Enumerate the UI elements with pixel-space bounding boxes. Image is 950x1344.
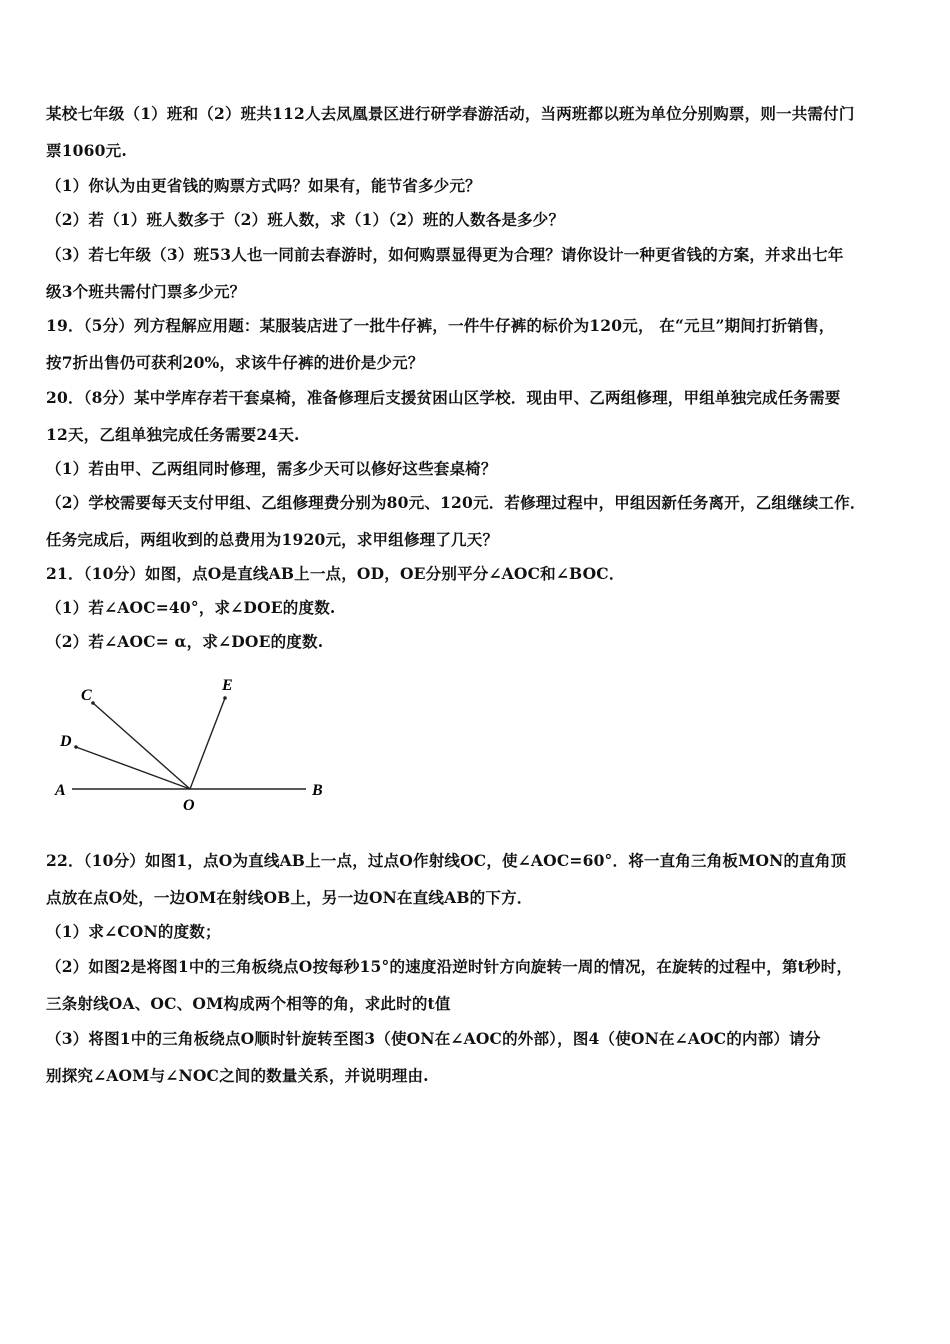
label-d: D (60, 733, 72, 750)
text-line: 某校七年级（1）班和（2）班共112人去凤凰景区进行研学春游活动，当两班都以班为单位分别购票，则一共需付门 (46, 104, 855, 123)
label-a: A (55, 782, 66, 799)
text-line: （1）若∠AOC=40°，求∠DOE的度数. (46, 598, 336, 617)
point-d (74, 745, 78, 749)
ray-od (76, 747, 190, 789)
angle-diagram (50, 668, 340, 818)
text-line: （3）将图1中的三角板绕点O顺时针旋转至图3（使ON在∠AOC的外部），图4（使ON在∠AOC的内部）请分 (46, 1029, 821, 1048)
text-line: （1）求∠CON的度数； (46, 922, 221, 941)
text-line: 级3个班共需付门票多少元？ (46, 282, 246, 301)
text-line: 票1060元. (46, 141, 127, 160)
question-22: 22．（10分）如图1，点O为直线AB上一点，过点O作射线OC，使∠AOC=60°．将一直角三角板MON的直角顶 (46, 851, 847, 870)
label-b: B (312, 782, 323, 799)
text-line: 点放在点O处，一边OM在射线OB上，另一边ON在直线AB的下方． (46, 888, 533, 907)
question-19: 19．（5分）列方程解应用题：某服装店进了一批牛仔裤，一件牛仔裤的标价为120元， 在“元旦”期间打折销售， (46, 316, 835, 335)
text-line: （3）若七年级（3）班53人也一同前去春游时，如何购票显得更为合理？请你设计一种更省钱的方案，并求出七年 (46, 245, 844, 264)
text-line: （2）若∠AOC= α，求∠DOE的度数. (46, 632, 324, 651)
text-line: （2）学校需要每天支付甲组、乙组修理费分别为80元、120元．若修理过程中，甲组因新任务离开，乙组继续工作． (46, 493, 866, 512)
angle-figure (50, 668, 340, 822)
text-line: （2）如图2是将图1中的三角板绕点O按每秒15°的速度沿逆时针方向旋转一周的情况，在旋转的过程中，第t秒时， (46, 957, 853, 976)
text-line: 三条射线OA、OC、OM构成两个相等的角，求此时的t值 (46, 994, 451, 1013)
text-line: （2）若（1）班人数多于（2）班人数，求（1）（2）班的人数各是多少？ (46, 210, 565, 229)
question-21: 21．（10分）如图，点O是直线AB上一点，OD，OE分别平分∠AOC和∠BOC． (46, 564, 625, 583)
question-20: 20．（8分）某中学库存若干套桌椅，准备修理后支援贫困山区学校．现由甲、乙两组修理，甲组单独完成任务需要 (46, 388, 841, 407)
point-c (91, 701, 95, 705)
text-line: 12天，乙组单独完成任务需要24天. (46, 425, 300, 444)
point-e (223, 696, 227, 700)
label-c: C (81, 687, 92, 704)
label-o: O (183, 797, 195, 814)
text-line: 任务完成后，两组收到的总费用为1920元，求甲组修理了几天？ (46, 530, 499, 549)
ray-oe (190, 698, 225, 789)
text-line: （1）你认为由更省钱的购票方式吗？如果有，能节省多少元？ (46, 176, 481, 195)
ray-oc (93, 703, 190, 789)
text-line: 别探究∠AOM与∠NOC之间的数量关系，并说明理由. (46, 1066, 429, 1085)
label-e: E (222, 677, 233, 694)
text-line: （1）若由甲、乙两组同时修理，需多少天可以修好这些套桌椅？ (46, 459, 497, 478)
text-line: 按7折出售仍可获利20%，求该牛仔裤的进价是少元？ (46, 353, 424, 372)
